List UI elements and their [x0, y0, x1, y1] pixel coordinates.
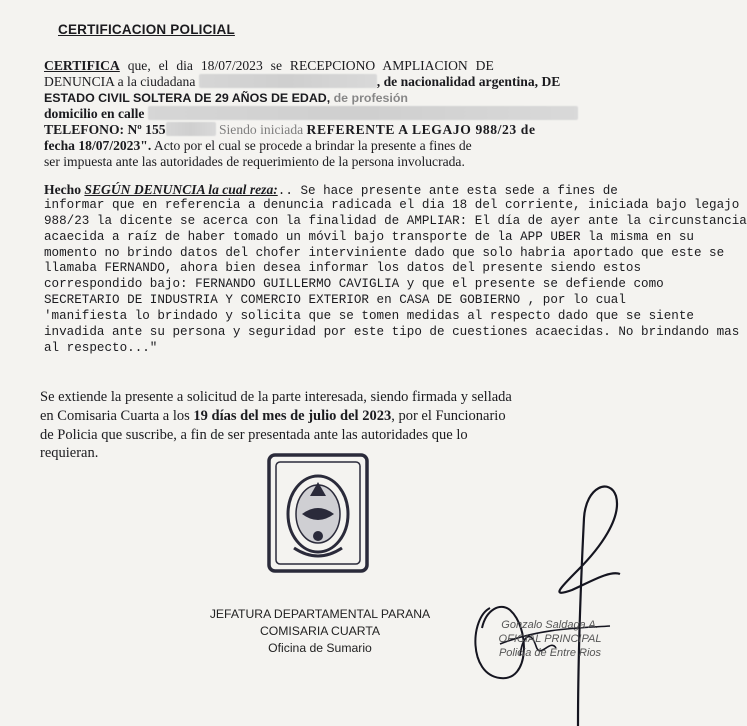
text-line: DENUNCIA a la ciudadana	[44, 74, 196, 89]
text-line: requieran.	[40, 445, 99, 462]
text-line: , de nacionalidad argentina, DE	[376, 74, 561, 89]
paragraph-hecho	[44, 182, 747, 357]
stamp-line: Oficina de Sumario	[268, 641, 372, 655]
text-line: momento no brindo datos del chofer interviniente dado que solo habria aportado que este se	[44, 245, 725, 260]
text-line: ESTADO CIVIL SOLTERA DE 29 AÑOS DE EDAD,	[44, 91, 331, 105]
stamp-line: Gonzalo Saldaga A.	[501, 619, 599, 631]
date-text: 19 días del mes de julio del 2023	[193, 407, 392, 424]
text-line: , por el Funcionario	[391, 407, 506, 424]
text-line: Se extiende la presente a solicitud de la parte interesada, siendo firmada y sellada	[40, 389, 512, 405]
text-line: REFERENTE A LEGAJO 988/23 de	[306, 122, 536, 137]
text-line: informar que en referencia a denuncia radicada el dia 18 del corriente, iniciada bajo legajo	[44, 197, 740, 212]
hecho-label: Hecho	[44, 182, 85, 197]
text-line: al respecto..."	[44, 340, 158, 355]
redacted-name	[199, 74, 377, 88]
handwritten-signature	[460, 478, 640, 726]
department-stamp	[200, 606, 440, 657]
text-line: SECRETARIO DE INDUSTRIA Y COMERCIO EXTERIOR en CASA DE GOBIERNO , por lo cual	[44, 293, 626, 308]
text-line: 988/23 la dicente se acerca con la finalidad de AMPLIAR: El día de ayer ante la circunstancia	[44, 213, 747, 228]
stamp-line: Policia de Entre Rios	[498, 647, 602, 659]
text-line: correspondido bajo: FERNANDO GUILLERMO CAVIGLIA y que el presente se defiende como	[44, 277, 664, 292]
redacted-address	[148, 106, 578, 120]
text-line: fecha 18/07/2023".	[44, 138, 152, 153]
text-line: llamaba FERNANDO, ahora bien desea informar los datos del presente siendo estos	[44, 261, 642, 276]
redacted-phone	[166, 122, 216, 136]
text-line: TELEFONO: Nº 155	[44, 122, 166, 137]
paragraph-certifica	[44, 58, 614, 170]
police-seal-icon	[266, 452, 370, 574]
text-line: domicilio en calle	[44, 106, 145, 121]
text-line: de Policia que suscribe, a fin de ser presentada ante las autoridades que lo	[40, 426, 468, 443]
text-line: .. Se hace presente ante esta sede a fines de	[277, 184, 618, 198]
document-title: CERTIFICACION POLICIAL	[58, 22, 235, 37]
text-line: ser impuesta ante las autoridades de requerimiento de la persona involucrada.	[44, 154, 465, 169]
certifica-word: CERTIFICA	[44, 58, 120, 73]
text-line: en Comisaria Cuarta a los	[40, 407, 194, 424]
stamp-line: JEFATURA DEPARTAMENTAL PARANA	[209, 607, 431, 621]
text-line: Acto por el cual se procede a brindar la presente a fines de	[151, 138, 472, 153]
text-line: Siendo iniciada	[215, 122, 307, 137]
text-line: 'manifiesta lo brindado y solicita que se tomen medidas al respecto dado que se siente	[44, 309, 694, 324]
text-line: invadida ante su persona y seguridad por este tipo de cuestiones acaecidas. No brindando mas	[44, 325, 740, 340]
text-line: de profesión	[330, 91, 408, 105]
stamp-line: COMISARIA CUARTA	[259, 624, 381, 638]
officer-stamp	[470, 618, 630, 660]
stamp-line: OFICIAL PRINCIPAL	[498, 633, 602, 645]
segun-denuncia-label: SEGÚN DENUNCIA la cual reza:	[84, 182, 278, 197]
text-line: acaecida a raíz de haber tomado un móvil bajo transporte de la APP UBER la misma en su	[44, 229, 694, 244]
text-line: que, el dia 18/07/2023 se RECEPCIONO AMPLIACION DE	[119, 58, 494, 73]
